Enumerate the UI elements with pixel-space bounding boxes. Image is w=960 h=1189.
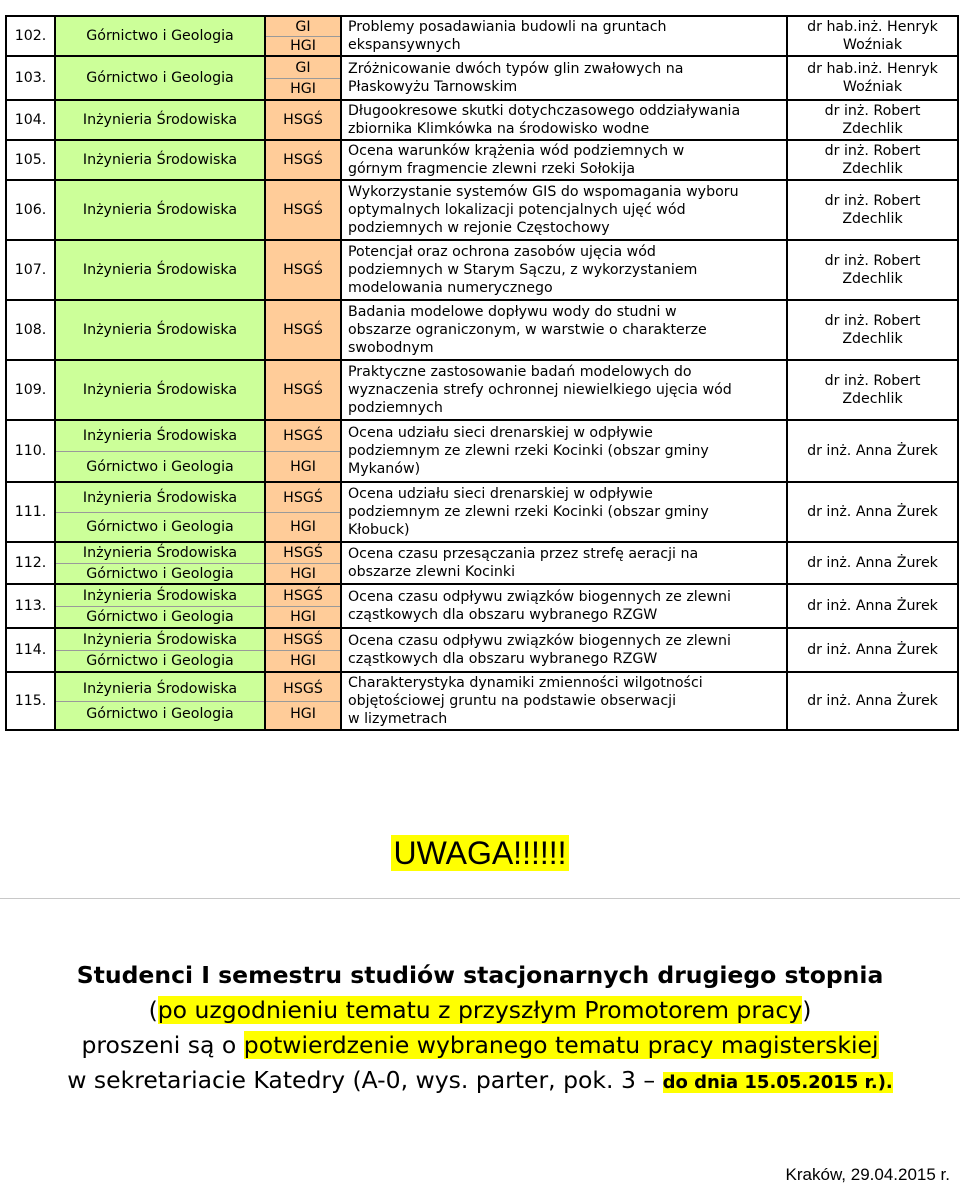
- row-number: 102.: [6, 16, 55, 56]
- thesis-topic: [341, 16, 787, 56]
- supervisor: [787, 542, 958, 584]
- field-of-study-value: Górnictwo i Geologia: [56, 606, 264, 627]
- notice-highlight-confirmation: potwierdzenie wybranego tematu pracy magisterskiej: [243, 1031, 879, 1059]
- supervisor-line: dr inż. Robert: [824, 373, 921, 389]
- thesis-topic-line: Mykanów): [348, 461, 421, 477]
- row-number: 113.: [6, 584, 55, 628]
- field-of-study-value: Inżynieria Środowiska: [82, 152, 238, 168]
- thesis-topic-line: cząstkowych dla obszaru wybranego RZGW: [348, 651, 658, 667]
- specialization: [265, 180, 341, 240]
- specialization-value: HGI: [266, 78, 340, 99]
- field-of-study-value: Inżynieria Środowiska: [82, 382, 238, 398]
- specialization: [265, 420, 341, 482]
- specialization-value: HSGŚ: [283, 112, 323, 128]
- supervisor-line: dr inż. Robert: [824, 193, 921, 209]
- field-of-study: [55, 56, 265, 100]
- row-number: 109.: [6, 360, 55, 420]
- field-of-study-value: Górnictwo i Geologia: [56, 701, 264, 726]
- thesis-topic-line: Ocena czasu przesączania przez strefę aeracji na: [348, 546, 699, 562]
- supervisor-line: Zdechlik: [842, 271, 903, 287]
- specialization: [265, 628, 341, 672]
- thesis-topic: [341, 180, 787, 240]
- row-number: 106.: [6, 180, 55, 240]
- table-row: [6, 672, 958, 730]
- thesis-topic-line: Ocena czasu odpływu związków biogennych ze zlewni: [348, 633, 731, 649]
- supervisor-line: dr inż. Robert: [824, 253, 921, 269]
- row-number: 112.: [6, 542, 55, 584]
- thesis-topic-line: obszarze ograniczonym, w warstwie o charakterze: [348, 322, 707, 338]
- thesis-topic-line: podziemnym ze zlewni rzeki Kocinki (obszar gminy: [348, 443, 709, 459]
- specialization-value: HSGŚ: [283, 322, 323, 338]
- thesis-topic-line: Zróżnicowanie dwóch typów glin zwałowych na: [348, 61, 684, 77]
- specialization: [265, 542, 341, 584]
- thesis-topic: [341, 420, 787, 482]
- table-row: [6, 100, 958, 140]
- thesis-topic-line: Ocena udziału sieci drenarskiej w odpływie: [348, 425, 653, 441]
- specialization: [265, 300, 341, 360]
- notice-block: [0, 958, 960, 1100]
- thesis-topic: [341, 482, 787, 542]
- supervisor-line: dr hab.inż. Henryk: [807, 19, 938, 35]
- field-of-study: [55, 584, 265, 628]
- specialization: [265, 482, 341, 542]
- supervisor-line: dr inż. Robert: [824, 103, 921, 119]
- specialization-value: GI: [295, 59, 311, 76]
- thesis-topic-line: Ocena udziału sieci drenarskiej w odpływie: [348, 486, 653, 502]
- field-of-study: [55, 420, 265, 482]
- specialization-value: HSGŚ: [283, 382, 323, 398]
- thesis-topic: [341, 584, 787, 628]
- supervisor: [787, 584, 958, 628]
- thesis-topic: [341, 56, 787, 100]
- field-of-study: [55, 542, 265, 584]
- supervisor: [787, 56, 958, 100]
- supervisor-line: dr inż. Robert: [824, 143, 921, 159]
- table-row: [6, 628, 958, 672]
- notice-highlight-agreement: po uzgodnieniu tematu z przyszłym Promotorem pracy: [157, 996, 803, 1024]
- field-of-study: [55, 482, 265, 542]
- specialization: [265, 140, 341, 180]
- table-row: [6, 300, 958, 360]
- specialization: [265, 360, 341, 420]
- specialization-value: HSGŚ: [283, 428, 323, 444]
- thesis-topic-line: górnym fragmencie zlewni rzeki Sołokija: [348, 161, 636, 177]
- specialization-value: HGI: [266, 606, 340, 627]
- thesis-topic-line: modelowania numerycznego: [348, 280, 553, 296]
- specialization-value: HGI: [266, 650, 340, 671]
- thesis-topic-line: ekspansywnych: [348, 37, 461, 53]
- thesis-topic-line: cząstkowych dla obszaru wybranego RZGW: [348, 607, 658, 623]
- thesis-topic: [341, 100, 787, 140]
- thesis-topic-line: optymalnych lokalizacji potencjalnych ujęć wód: [348, 202, 686, 218]
- field-of-study-value: Inżynieria Środowiska: [82, 428, 238, 444]
- specialization-value: HSGŚ: [283, 587, 323, 604]
- thesis-topic: [341, 542, 787, 584]
- row-number: 107.: [6, 240, 55, 300]
- supervisor-line: dr hab.inż. Henryk: [807, 61, 938, 77]
- thesis-topic: [341, 240, 787, 300]
- notice-highlight-deadline: do dnia 15.05.2015 r.).: [662, 1072, 893, 1093]
- field-of-study-value: Górnictwo i Geologia: [56, 650, 264, 671]
- thesis-topic-line: Płaskowyżu Tarnowskim: [348, 79, 518, 95]
- notice-line-3: proszeni są o potwierdzenie wybranego tematu pracy magisterskiej: [81, 1031, 879, 1059]
- specialization-value: GI: [295, 18, 311, 35]
- specialization-value: HSGŚ: [283, 631, 323, 648]
- table-row: [6, 56, 958, 100]
- field-of-study-value: Górnictwo i Geologia: [86, 28, 234, 44]
- supervisor-line: dr inż. Anna Żurek: [807, 598, 938, 614]
- specialization: [265, 672, 341, 730]
- supervisor: [787, 360, 958, 420]
- field-of-study: [55, 240, 265, 300]
- field-of-study-value: Inżynieria Środowiska: [82, 587, 238, 604]
- field-of-study: [55, 180, 265, 240]
- row-number: 104.: [6, 100, 55, 140]
- specialization: [265, 56, 341, 100]
- supervisor: [787, 16, 958, 56]
- thesis-topic-line: Praktyczne zastosowanie badań modelowych do: [348, 364, 692, 380]
- table-row: [6, 16, 958, 56]
- supervisor: [787, 180, 958, 240]
- supervisor-line: dr inż. Anna Żurek: [807, 693, 938, 709]
- thesis-topic-line: podziemnym ze zlewni rzeki Kocinki (obszar gminy: [348, 504, 709, 520]
- supervisor-line: dr inż. Anna Żurek: [807, 555, 938, 571]
- table-row: [6, 360, 958, 420]
- supervisor: [787, 240, 958, 300]
- field-of-study: [55, 100, 265, 140]
- table-row: [6, 180, 958, 240]
- thesis-topic-line: podziemnych w rejonie Częstochowy: [348, 220, 610, 236]
- specialization-value: HGI: [266, 701, 340, 726]
- thesis-topic-line: Wykorzystanie systemów GIS do wspomagania wyboru: [348, 184, 739, 200]
- supervisor: [787, 628, 958, 672]
- specialization-value: HGI: [266, 512, 340, 541]
- supervisor-line: Woźniak: [842, 79, 903, 95]
- supervisor-line: Woźniak: [842, 37, 903, 53]
- field-of-study-value: Inżynieria Środowiska: [82, 112, 238, 128]
- field-of-study: [55, 360, 265, 420]
- supervisor: [787, 482, 958, 542]
- field-of-study-value: Górnictwo i Geologia: [56, 512, 264, 541]
- thesis-topic-line: Kłobuck): [348, 522, 410, 538]
- supervisor-line: Zdechlik: [842, 121, 903, 137]
- notice-line-2: (po uzgodnieniu tematu z przyszłym Promotorem pracy): [148, 996, 812, 1024]
- specialization-value: HGI: [266, 563, 340, 583]
- field-of-study-value: Górnictwo i Geologia: [56, 563, 264, 583]
- field-of-study-value: Inżynieria Środowiska: [82, 262, 238, 278]
- specialization-value: HSGŚ: [283, 262, 323, 278]
- supervisor-line: Zdechlik: [842, 331, 903, 347]
- thesis-topic-line: podziemnych w Starym Sączu, z wykorzystaniem: [348, 262, 698, 278]
- specialization-value: HSGŚ: [283, 202, 323, 218]
- thesis-topic-line: Badania modelowe dopływu wody do studni w: [348, 304, 677, 320]
- thesis-topic-line: Ocena warunków krążenia wód podziemnych w: [348, 143, 685, 159]
- specialization: [265, 16, 341, 56]
- specialization: [265, 584, 341, 628]
- thesis-topic: [341, 360, 787, 420]
- thesis-topic-line: zbiornika Klimkówka na środowisko wodne: [348, 121, 650, 137]
- field-of-study-value: Górnictwo i Geologia: [56, 451, 264, 481]
- row-number: 110.: [6, 420, 55, 482]
- notice-line-4: w sekretariacie Katedry (A-0, wys. parter, pok. 3 – do dnia 15.05.2015 r.).: [67, 1066, 893, 1094]
- thesis-topic-line: Problemy posadawiania budowli na gruntach: [348, 19, 667, 35]
- field-of-study-value: Inżynieria Środowiska: [82, 631, 238, 648]
- thesis-topic-line: Charakterystyka dynamiki zmienności wilgotności: [348, 675, 703, 691]
- table-row: [6, 420, 958, 482]
- field-of-study-value: Inżynieria Środowiska: [82, 545, 238, 561]
- supervisor-line: Zdechlik: [842, 391, 903, 407]
- notice-line-1: Studenci I semestru studiów stacjonarnych drugiego stopnia: [76, 961, 884, 989]
- table-row: [6, 140, 958, 180]
- field-of-study-value: Inżynieria Środowiska: [82, 680, 238, 697]
- topics-table: [5, 15, 959, 731]
- field-of-study: [55, 140, 265, 180]
- field-of-study-value: Inżynieria Środowiska: [82, 489, 238, 506]
- warning-heading: UWAGA!!!!!!: [393, 835, 567, 871]
- specialization-value: HGI: [266, 36, 340, 55]
- specialization-value: HSGŚ: [283, 489, 323, 506]
- supervisor-line: dr inż. Anna Żurek: [807, 642, 938, 658]
- thesis-topic: [341, 300, 787, 360]
- thesis-topic-line: Długookresowe skutki dotychczasowego oddziaływania: [348, 103, 741, 119]
- supervisor: [787, 140, 958, 180]
- field-of-study-value: Inżynieria Środowiska: [82, 322, 238, 338]
- field-of-study-value: Górnictwo i Geologia: [86, 70, 234, 86]
- supervisor-line: Zdechlik: [842, 211, 903, 227]
- field-of-study: [55, 628, 265, 672]
- supervisor: [787, 672, 958, 730]
- row-number: 115.: [6, 672, 55, 730]
- row-number: 114.: [6, 628, 55, 672]
- field-of-study: [55, 16, 265, 56]
- supervisor: [787, 300, 958, 360]
- thesis-topic-line: Potencjał oraz ochrona zasobów ujęcia wód: [348, 244, 656, 260]
- thesis-topic-line: podziemnych: [348, 400, 443, 416]
- thesis-topic-line: swobodnym: [348, 340, 434, 356]
- supervisor: [787, 100, 958, 140]
- supervisor-line: dr inż. Robert: [824, 313, 921, 329]
- place-date: Kraków, 29.04.2015 r.: [785, 1165, 950, 1184]
- thesis-topic-line: wyznaczenia strefy ochronnej niewielkiego ujęcia wód: [348, 382, 732, 398]
- topics-table-body: [6, 16, 958, 730]
- thesis-topic-line: w lizymetrach: [348, 711, 448, 727]
- specialization-value: HSGŚ: [283, 545, 323, 561]
- thesis-topic-line: obszarze zlewni Kocinki: [348, 564, 516, 580]
- field-of-study-value: Inżynieria Środowiska: [82, 202, 238, 218]
- thesis-topic: [341, 672, 787, 730]
- thesis-topic: [341, 628, 787, 672]
- thesis-topic-line: objętościowej gruntu na podstawie obserwacji: [348, 693, 677, 709]
- supervisor-line: dr inż. Anna Żurek: [807, 504, 938, 520]
- row-number: 108.: [6, 300, 55, 360]
- field-of-study: [55, 300, 265, 360]
- row-number: 111.: [6, 482, 55, 542]
- separator-line: [0, 898, 960, 899]
- supervisor-line: dr inż. Anna Żurek: [807, 443, 938, 459]
- specialization-value: HGI: [266, 451, 340, 481]
- table-row: [6, 482, 958, 542]
- row-number: 105.: [6, 140, 55, 180]
- specialization: [265, 100, 341, 140]
- field-of-study: [55, 672, 265, 730]
- specialization: [265, 240, 341, 300]
- table-row: [6, 542, 958, 584]
- row-number: 103.: [6, 56, 55, 100]
- specialization-value: HSGŚ: [283, 152, 323, 168]
- supervisor: [787, 420, 958, 482]
- thesis-topic: [341, 140, 787, 180]
- specialization-value: HSGŚ: [283, 680, 323, 697]
- thesis-topic-line: Ocena czasu odpływu związków biogennych ze zlewni: [348, 589, 731, 605]
- table-row: [6, 240, 958, 300]
- supervisor-line: Zdechlik: [842, 161, 903, 177]
- table-row: [6, 584, 958, 628]
